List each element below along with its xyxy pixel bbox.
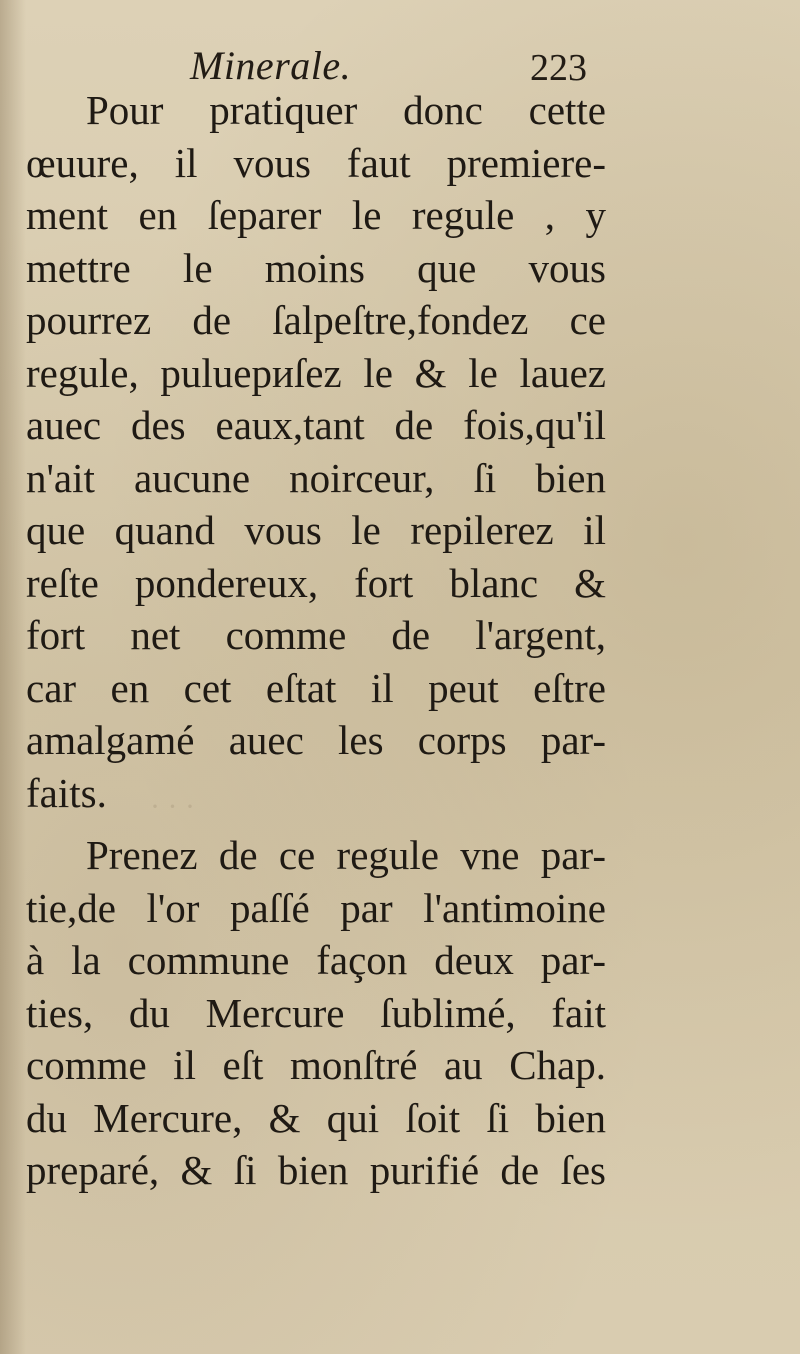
text-line: ties, du Mercure ſublimé, fait	[26, 989, 606, 1036]
text-line: preparé, & ſi bien purifié de ſes	[26, 1147, 606, 1193]
text-line: auec des eaux,tant de fois,qu'il	[26, 402, 606, 448]
text-line: tie,de l'or paſſé par l'antimoine	[26, 884, 606, 931]
text-line: œuure, il vous faut premiere-	[26, 139, 606, 186]
text-line: faits.	[26, 769, 107, 816]
text-line: regule, puluериſez le & le lauez	[26, 349, 606, 396]
text-line: à la commune façon deux par-	[26, 937, 606, 983]
page-gutter-shadow	[0, 0, 26, 1354]
running-title: Minerale.	[190, 43, 352, 88]
text-line: mettre le moins que vous	[26, 244, 606, 291]
text-line: ment en ſeparer le regule , y	[26, 192, 606, 238]
text-line: du Mercure, & qui ſoit ſi bien	[26, 1094, 606, 1141]
text-line: n'ait aucune noirceur, ſi bien	[26, 454, 606, 501]
text-line: Prenez de ce regule vne par-	[86, 832, 606, 878]
text-line: car en cet eſtat il peut eſtre	[26, 664, 606, 711]
text-line: reſte pondereux, fort blanc &	[26, 559, 606, 606]
text-line: fort net comme de l'argent,	[26, 612, 606, 658]
page-number: 223	[530, 47, 587, 89]
text-line: comme il eſt monſtré au Chap.	[26, 1042, 606, 1088]
text-line: amalgamé auec les corps par-	[26, 717, 606, 763]
bleed-through-text: · · ·	[150, 790, 195, 823]
text-line: que quand vous le repilerez il	[26, 507, 606, 553]
text-line: Pour pratiquer donc cette	[86, 87, 606, 133]
text-line: pourrez de ſalpeſtre,fondez ce	[26, 297, 606, 343]
body-text	[26, 84, 606, 1197]
